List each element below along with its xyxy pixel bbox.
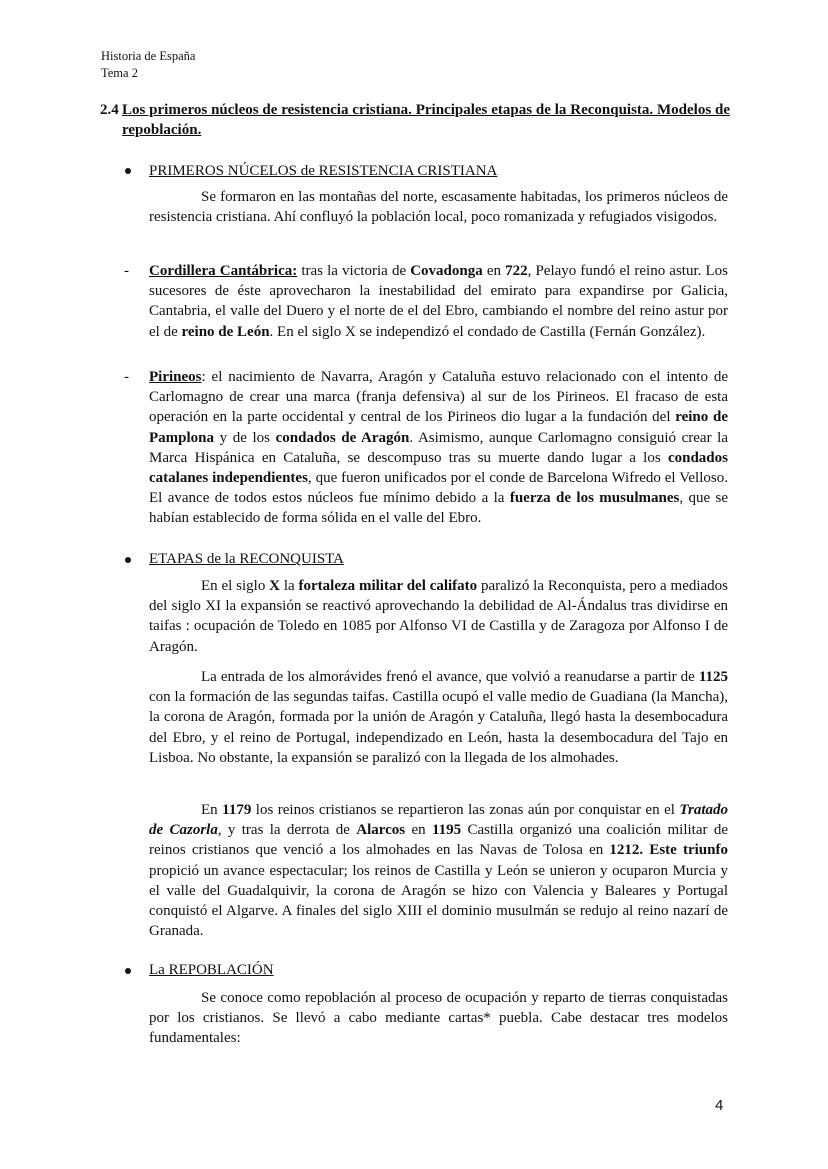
term-reino-pamplona: reino de Pamplona (149, 409, 728, 446)
bullet-icon (124, 557, 134, 567)
text-segment: , que fueron unificados por el conde de Barcelona Wifredo el Velloso. El avance de todos estos núcleos fue mínimo debido a la (149, 470, 728, 507)
term-condados-aragon: condados de Aragón (275, 429, 410, 446)
paragraph-repoblacion (149, 988, 728, 1049)
text-segment: Castilla organizó una coalición militar de reinos cristianos que venció a los almohades en las Navas de Tolosa en (149, 822, 728, 859)
term-alarcos: Alarcos (356, 822, 406, 839)
term-siglo-x: X (269, 578, 281, 594)
title-text: Los primeros núcleos de resistencia cristiana. Principales etapas de la Reconquista. Modelos de repoblación. (122, 102, 730, 138)
text-segment: En (201, 802, 223, 818)
item-pirineos (149, 367, 728, 529)
text-segment: los reinos cristianos se repartieron las zonas aún por conquistar en el (251, 802, 680, 818)
text-segment: en (482, 263, 506, 279)
term-1179: 1179 (222, 802, 252, 818)
text-segment: , Pelayo fundó el reino astur. Los sucesores de éste aprovecharon la inestabilidad del emirato para expandirse por Galicia, Cantabria, el valle del Duero y el norte de el del Ebro, cambiando el nombre del reino astur por el de (149, 263, 728, 340)
text-segment: , que se habían establecido de forma sólida en el valle del Ebro. (149, 490, 729, 527)
heading-etapas-reconquista: ETAPAS de la RECONQUISTA (149, 551, 344, 567)
header-subject: Historia de España (101, 49, 196, 63)
term-fuerza-musulmanes: fuerza de los musulmanes (509, 490, 680, 507)
text-segment: , y tras la derrota de (217, 822, 357, 839)
text-segment: . Asimismo, aunque Carlomagno consiguió crear la Marca Hispánica en Cataluña, se descompuso tras su muerte dando lugar a los (149, 429, 729, 466)
paragraph-etapas-3 (149, 800, 728, 941)
header-topic: Tema 2 (101, 66, 138, 80)
section-title (100, 100, 730, 140)
term-pirineos: Pirineos (149, 369, 202, 385)
dash-marker: - (124, 369, 129, 385)
text-segment: en (405, 822, 432, 839)
paragraph-text: Se formaron en las montañas del norte, escasamente habitadas, los primeros núcleos de resistencia cristiana. Ahí confluyó la población local, poco romanizada y refugiados visigodos. (149, 189, 728, 226)
term-fortaleza-califato: fortaleza militar del califato (298, 578, 478, 594)
page-header (101, 48, 195, 82)
text-segment: La entrada de los almorávides frenó el avance, que volvió a reanudarse a partir de (201, 669, 699, 685)
term-reino-leon: reino de León (181, 323, 270, 340)
text-segment: con la formación de las segundas taifas. Castilla ocupó el valle medio de Guadiana (la Mancha), la corona de Aragón, formada por la unión de Aragón y Cataluña, llegó hasta la desembocadura del Ebro, y el reino de Portugal, independizado en León, hasta la desembocadura del Tajo en Lisboa. No obstante, la expansión se paralizó con la llegada de los almohades. (149, 689, 728, 766)
text-segment: y de los (214, 429, 276, 446)
text-segment: la (280, 578, 299, 594)
term-cordillera: Cordillera Cantábrica: (149, 263, 298, 279)
paragraph-etapas-1 (149, 576, 728, 657)
paragraph-text: Se conoce como repoblación al proceso de ocupación y reparto de tierras conquistadas por los cristianos. Se llevó a cabo mediante cartas* puebla. Cabe destacar tres modelos fundamentales: (149, 990, 728, 1047)
heading-repoblacion: La REPOBLACIÓN (149, 962, 274, 978)
term-este-triunfo: Este triunfo (649, 842, 728, 859)
text-segment: propició un avance espectacular; los reinos de Castilla y León se unieron y ocuparon Murcia y el valle del Guadalquivir, la corona de Aragón se hizo con Valencia y Baleares y Portugal conquistó el Algarve. A finales del siglo XIII el dominio musulmán se redujo al reino nazarí de Granada. (149, 862, 728, 940)
term-condados-catalanes: condados catalanes independientes (149, 449, 728, 487)
term-covadonga: Covadonga (410, 263, 483, 279)
bullet-icon (124, 968, 134, 978)
paragraph-intro (149, 187, 728, 227)
item-cordillera-cantabrica (149, 261, 728, 342)
text-segment: paralizó la Reconquista, pero a mediados del siglo XI la expansión se reactivó aprovechando la debilidad de Al-Ándalus tras dividirse en taifas : ocupación de Toledo en 1085 por Alfonso VI de Castilla y de Zaragoza por Alfonso I de Aragón. (149, 578, 729, 655)
title-number: 2.4 (100, 102, 119, 118)
dash-marker: - (124, 263, 129, 279)
heading-primeros-nucleos: PRIMEROS NÚCELOS de RESISTENCIA CRISTIANA (149, 163, 498, 179)
text-segment: En el siglo (201, 578, 270, 594)
paragraph-etapas-2 (149, 667, 728, 768)
text-segment: : el nacimiento de Navarra, Aragón y Cataluña estuvo relacionado con el intento de Carlomagno de crear una marca (franja defensiva) al sur de los Pirineos. El fracaso de esta operación en la parte occidental y central de los Pirineos dio lugar a la fundación del (149, 369, 728, 426)
text-segment: tras la victoria de (297, 263, 411, 279)
term-1125: 1125 (698, 669, 728, 685)
term-1212: 1212. (609, 842, 644, 859)
term-1195: 1195 (431, 822, 462, 839)
page-number: 4 (715, 1097, 724, 1114)
term-722: 722 (505, 263, 528, 279)
term-tratado-cazorla: Tratado de Cazorla (149, 802, 728, 839)
text-segment: . En el siglo X se independizó el condado de Castilla (Fernán González). (269, 323, 706, 340)
bullet-icon (124, 168, 134, 178)
